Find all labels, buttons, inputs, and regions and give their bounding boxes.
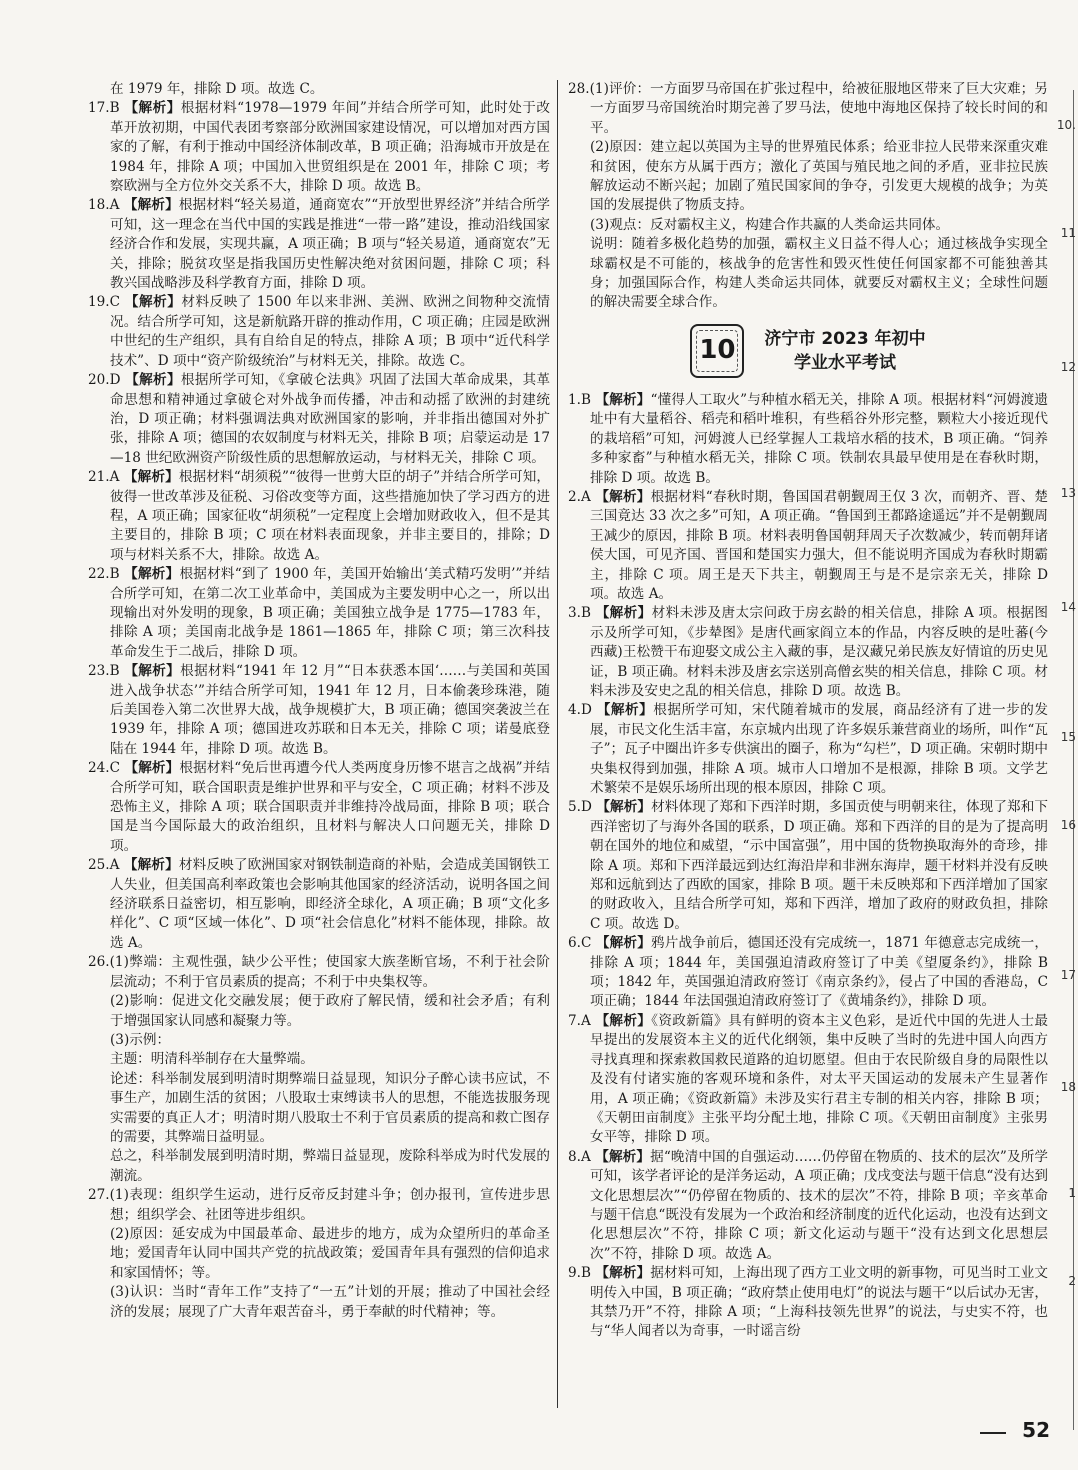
left-column (88, 80, 550, 1322)
analysis-tag: 【解析】 (125, 372, 181, 389)
answer-item (568, 701, 1048, 798)
answer-item (88, 953, 550, 992)
analysis-tag: 【解析】 (124, 100, 181, 117)
answer-text: 根据材料“到了 1900 年，美国开始输出‘美式精巧发明’”并结合所学可知，在第二次工业革命中，美国成为主要发明中心之一，所以出现输出对外发明的现象，B 项正确；美国独立战争是 1775—1783 年，排除 A 项；美国南北战争是 1861—1865 年，排除 C 项；第三次科技革命发生于二战后，排除 D 项。 (110, 566, 551, 660)
question-number: 20. (88, 372, 110, 389)
answer-choice: B (580, 1265, 596, 1282)
answer-text: 根据材料“1978—1979 年间”并结合所学可知，此时处于改革开放初期，中国代表团考察部分欧洲国家建设情况，可以增加对西方国家的了解，有利于推动中国经济体制改革，B 项正确；沿海城市开放是在 1984 年，排除 A 项；中国加入世贸组织是在 2001 年，排除 C 项；考察欧洲与全方位外交关系不大，排除 D 项。故选 B。 (110, 100, 550, 195)
question-number: 25. (88, 857, 110, 874)
answer-item (88, 468, 550, 565)
question-number: 27. (88, 1187, 110, 1204)
answer-choice: B (580, 391, 596, 408)
answer-choice: A (580, 488, 596, 505)
question-number: 19. (88, 294, 110, 311)
answer-choice: C (109, 294, 125, 311)
section-number: 10 (699, 335, 736, 366)
answer-choice: D (580, 702, 597, 719)
answer-choice: B (109, 100, 125, 117)
answer-choice: B (580, 605, 596, 622)
edge-label: 10. (1056, 118, 1076, 132)
answer-choice: A (109, 857, 124, 874)
answer-item (568, 798, 1048, 934)
answer-continuation: 在 1979 年，排除 D 项。故选 C。 (110, 81, 324, 97)
analysis-tag: 【解析】 (124, 294, 182, 311)
question-number: 22. (88, 566, 110, 583)
answer-item (568, 488, 1048, 604)
question-number: 26. (88, 954, 110, 971)
answer-text: 材料反映了 1500 年以来非洲、美洲、欧洲之间物种交流情况。结合所学可知，这是新航路开辟的推动作用，C 项正确；庄园是欧洲中世纪的生产组织，具有自给自足的特点，排除 A 项；B 项中“近代科学技术”、D 项中“资产阶级统治”与材料无关，排除。故选 C。 (110, 294, 550, 369)
answer-item (568, 80, 1048, 138)
answer-choice: A (109, 197, 124, 214)
answer-choice: C (109, 760, 125, 777)
edge-label: 12 (1060, 360, 1076, 374)
answer-choice: A (580, 1148, 596, 1165)
question-number: 18. (88, 197, 110, 214)
answer-item (88, 1186, 550, 1225)
question-number: 2. (568, 488, 581, 505)
answer-subparagraph: 总之，科举制发展到明清时期，弊端日益显现，废除科举成为时代发展的潮流。 (110, 1148, 550, 1184)
analysis-tag: 【解析】 (596, 702, 654, 719)
edge-label: 17 (1060, 968, 1076, 982)
edge-marks (1048, 0, 1078, 1470)
answer-text: (1)弊端：主观性强，缺少公平性；使国家大族垄断官场，不利于社会阶层流动；不利于官员素质的提高；不利于中央集权等。 (109, 954, 550, 990)
answer-subparagraph: 主题：明清科举制存在大量弊端。 (110, 1051, 314, 1068)
column-divider (557, 80, 558, 1408)
analysis-tag: 【解析】 (123, 197, 179, 214)
answer-item (568, 1148, 1048, 1264)
edge-label: 15 (1060, 730, 1076, 744)
analysis-tag: 【解析】 (595, 1148, 651, 1165)
answer-text: 根据所学可知，宋代随着城市的发展，商品经济有了进一步的发展，市民文化生活丰富，东京城内出现了许多娱乐兼营商业的场所，叫作“瓦子”；瓦子中圈出许多专供演出的圈子，称为“勾栏”，D 项正确。宋朝时期中央集权得到加强，排除 A 项。城市人口增加不是根源，排除 B 项。文学艺术繁荣不是娱乐场所出现的根本原因，排除 C 项。 (590, 702, 1049, 796)
answer-choice: B (109, 663, 125, 680)
answer-item (88, 196, 550, 293)
analysis-tag: 【解析】 (123, 857, 179, 874)
question-number: 6. (568, 935, 581, 952)
edge-label: 2 (1068, 1274, 1076, 1288)
analysis-tag: 【解析】 (595, 935, 651, 952)
answer-subparagraph: (3)观点：反对霸权主义，构建合作共赢的人类命运共同体。 (590, 216, 950, 233)
right-column-bottom (568, 391, 1048, 1342)
answer-text: 根据材料“春秋时期，鲁国国君朝觐周王仅 3 次，而朝齐、晋、楚三国竟达 33 次之多”可知，A 项正确。“鲁国到王都路途遥远”并不是朝觐周王减少的原因，排除 B 项。材料表明鲁国朝拜周天子次数减少，转而朝拜诸侯大国，可见齐国、晋国和楚国实力强大，但不能说明齐国成为春秋时期霸主，排除 C 项。周王是天下共主，朝觐周王与是不是宗亲无关，排除 D 项。故选 A。 (590, 488, 1049, 602)
analysis-tag: 【解析】 (595, 1012, 652, 1029)
analysis-tag: 【解析】 (596, 799, 652, 816)
answer-text: (1)评价：一方面罗马帝国在扩张过程中，给被征服地区带来了巨大灾难；另一方面罗马帝国统治时期完善了罗马法，使地中海地区保持了较长时间的和平。 (589, 81, 1048, 136)
answer-choice: D (109, 372, 126, 389)
answer-text: 材料反映了欧洲国家对钢铁制造商的补贴，会造成美国钢铁工人失业，但美国高利率政策也会影响其他国家的经济活动，说明各国之间经济联系日益密切，相互影响，即经济全球化，A 项正确；B 项“文化多样化”、C 项“区域一体化”、D 项“社会信息化”材料不能体现，排除。故选 A。 (110, 857, 551, 951)
answer-text: 根据材料“免后世再遭今代人类两度身历惨不堪言之战祸”并结合所学可知，联合国职责是维护世界和平与安全，C 项正确；材料不涉及恐怖主义，排除 A 项；联合国职责并非维持冷战局面，排除 B 项；联合国是当今国际最大的政治组织，且材料与解决人口问题无关，排除 D 项。 (110, 760, 551, 854)
analysis-tag: 【解析】 (124, 663, 181, 680)
page-number-rule (980, 1432, 1006, 1434)
question-number: 3. (568, 605, 581, 622)
question-number: 21. (88, 469, 110, 486)
answer-item (568, 1012, 1048, 1148)
section-title-line2: 学业水平考试 (794, 352, 896, 373)
answer-text: 鸦片战争前后，德国还没有完成统一，1871 年德意志完成统一，排除 A 项；1844 年，美国强迫清政府签订了中美《望厦条约》，排除 B 项；1842 年，英国强迫清政府签订《南京条约》，侵占了中国的香港岛，C 项正确；1844 年法国强迫清政府签订了《黄埔条约》，排除 D 项。 (590, 935, 1048, 1010)
answer-text: “懂得人工取火”与种植水稻无关，排除 A 项。根据材料“河姆渡遗址中有大量稻谷、稻壳和稻叶堆积，有些稻谷外形完整，颗粒大小接近现代的栽培稻”可知，河姆渡人已经掌握人工栽培水稻的技术，B 项正确。“饲养多种家畜”与种植水稻无关，排除 C 项。铁制农具最早使用是在春秋时期，排除 D 项。故选 B。 (590, 391, 1049, 486)
page-number: 52 (1022, 1418, 1050, 1442)
analysis-tag: 【解析】 (595, 488, 651, 505)
answer-subparagraph: (2)影响：促进文化交融发展；便于政府了解民情，缓和社会矛盾；有利于增强国家认同感和凝聚力等。 (110, 993, 550, 1029)
answer-item (88, 759, 550, 856)
question-number: 1. (568, 391, 581, 408)
answer-choice: A (109, 469, 124, 486)
edge-label: 14 (1060, 600, 1076, 614)
analysis-tag: 【解析】 (124, 760, 180, 777)
answer-item (88, 293, 550, 371)
answer-text: 据“晚清中国的自强运动……仍停留在物质的、技术的层次”及所学可知，该学者评论的是洋务运动，A 项正确；戊戌变法与题干信息“没有达到文化思想层次”“仍停留在物质的、技术的层次”不符，排除 B 项；辛亥革命与题干信息“既没有发展为一个政治和经济制度的近代化运动，也没有达到文化思想层次”不符，排除 C 项；新文化运动与题干“没有达到文化思想层次”不符，排除 D 项。故选 A。 (590, 1148, 1048, 1262)
edge-label: 1 (1068, 1186, 1076, 1200)
answer-subparagraph: (3)认识：当时“青年工作”支持了“一五”计划的开展；推动了中国社会经济的发展；展现了广大青年艰苦奋斗，勇于奉献的时代精神；等。 (110, 1284, 550, 1320)
analysis-tag: 【解析】 (595, 1265, 651, 1282)
edge-label: 16 (1060, 818, 1076, 832)
answer-item (88, 371, 550, 468)
answer-text: (1)表现：组织学生运动，进行反帝反封建斗争；创办报刊，宣传进步思想；组织学会、社团等进步组织。 (109, 1187, 550, 1223)
answer-choice: D (580, 799, 597, 816)
question-number: 5. (568, 799, 581, 816)
edge-label: 11 (1060, 226, 1076, 240)
answer-subparagraph: (2)原因：建立起以英国为主导的世界殖民体系；给亚非拉人民带来深重灾难和贫困，使东方从属于西方；激化了英国与殖民地之间的矛盾，亚非拉民族解放运动不断兴起；加剧了殖民国家间的争夺，引发更大规模的战争；为英国的发展提供了物质支持。 (590, 139, 1048, 214)
answer-text: 据材料可知，上海出现了西方工业文明的新事物，可见当时工业文明传入中国，B 项正确；“政府禁止使用电灯”的说法与题干“以后试办无害，其禁乃开”不符，排除 A 项；“上海科技领先世界”的说法，与史实不符，也与“华人闻者以为奇事，一时谣言纷 (590, 1265, 1049, 1340)
answer-subparagraph: 论述：科举制发展到明清时期弊端日益显现，知识分子醉心读书应试，不事生产，加剧生活的贫困；八股取士束缚读书人的思想，不能选拔服务现实需要的真正人才；明清时期八股取士不利于官员素质的提高和救亡图存的需要，其弊端日益明显。 (110, 1070, 550, 1145)
answer-item (88, 856, 550, 953)
answer-item (568, 1264, 1048, 1342)
question-number: 7. (568, 1012, 581, 1029)
answer-text: 根据材料“胡须税”“彼得一世剪大臣的胡子”并结合所学可知，彼得一世改革涉及征税、习俗改变等方面，这些措施加快了学习西方的进程，A 项正确；国家征收“胡须税”一定程度上会增加财政收入，但不是其主要目的，排除 B 项；C 项在材料表面现象，并非主要目的，排除；D 项与材料关系不大，排除。故选 A。 (110, 469, 551, 563)
answer-item (568, 934, 1048, 1012)
answer-text: 根据材料“1941 年 12 月”“日本获悉本国‘……与美国和英国进入战争状态’”并结合所学可知，1941 年 12 月，日本偷袭珍珠港，随后美国卷入第二次世界大战，战争规模扩大，B 项正确；德国突袭波兰在 1939 年，排除 A 项；德国进攻苏联和日本无关，排除 C 项；诺曼底登陆在 1944 年，排除 D 项。故选 B。 (110, 663, 551, 757)
analysis-tag: 【解析】 (124, 566, 180, 583)
answer-text: 根据材料“轻关易道，通商宽农”“开放型世界经济”并结合所学可知，这一理念在当代中国的实践是推进“一带一路”建设，推动沿线国家经济合作和发展，实现共赢，A 项正确；B 项与“轻关易道，通商宽农”无关，排除；脱贫攻坚是指我国历史性解决绝对贫困问题，排除 C 项；科教兴国战略涉及科学教育方面，排除 D 项。 (110, 197, 551, 292)
analysis-tag: 【解析】 (595, 605, 652, 622)
question-number: 4. (568, 702, 581, 719)
analysis-tag: 【解析】 (595, 391, 651, 408)
answer-subparagraph: 说明：随着多极化趋势的加强，霸权主义日益不得人心；通过核战争实现全球霸权是不可能的，核战争的危害性和毁灭性使任何国家都不可能独善其身；加强国际合作，构建人类命运共同体，就要反对霸权主义；全球性问题的解决需要全球合作。 (590, 236, 1048, 311)
answer-item (568, 391, 1048, 488)
analysis-tag: 【解析】 (123, 469, 179, 486)
answer-item (88, 662, 550, 759)
answer-choice: A (580, 1012, 596, 1029)
question-number: 8. (568, 1148, 581, 1165)
edge-label: 18 (1060, 1080, 1076, 1094)
answer-text: 根据所学可知，《拿破仑法典》巩固了法国大革命成果，其革命思想和精神通过拿破仑对外战争而传播，冲击和动摇了欧洲的封建统治，D 项正确；材料强调法典对欧洲国家的影响，并非指出德国对外扩张，排除 A 项；德国的农奴制度与材料无关，排除 B 项；启蒙运动是 17—18 世纪欧洲资产阶级性质的思想解放运动，与材料无关，排除 C 项。 (110, 372, 550, 466)
question-number: 17. (88, 100, 110, 117)
question-number: 23. (88, 663, 110, 680)
answer-text: 材料体现了郑和下西洋时期，多国贡使与明朝来往，体现了郑和下西洋密切了与海外各国的联系，D 项正确。郑和下西洋的目的是为了提高明朝在国外的地位和威望，“示中国富强”，用中国的货物换取海外的奇珍，排除 A 项。郑和下西洋最远到达红海沿岸和非洲东海岸，题干材料并没有反映郑和远航到达了西欧的国家，排除 B 项。题干未反映郑和下西洋增加了国家的财政收入，且结合所学可知，郑和下西洋，增加了政府的财政负担，排除 C 项。故选 D。 (590, 799, 1048, 932)
answer-item (568, 604, 1048, 701)
answer-choice: C (580, 935, 596, 952)
section-header (568, 321, 1048, 381)
answer-text: 材料未涉及唐太宗问政于房玄龄的相关信息，排除 A 项。根据图示及所学可知，《步辇图》是唐代画家阎立本的作品，内容反映的是吐蕃(今西藏)王松赞干布迎娶文成公主入藏的事，是汉藏兄弟民族友好情谊的历史见证，B 项正确。材料未涉及唐玄宗送别高僧玄奘的相关信息，排除 C 项。材料未涉及安史之乱的相关信息，排除 D 项。故选 B。 (590, 605, 1048, 699)
answer-item (88, 99, 550, 196)
edge-label: 13 (1060, 486, 1076, 500)
section-number-badge (690, 324, 744, 378)
answer-subparagraph: (2)原因：延安成为中国最革命、最进步的地方，成为众望所归的革命圣地；爱国青年认同中国共产党的抗战政策；爱国青年具有强烈的信仰追求和家国情怀；等。 (110, 1225, 550, 1281)
section-title-line1: 济宁市 2023 年初中 (764, 328, 926, 349)
question-number: 24. (88, 760, 110, 777)
question-number: 9. (568, 1265, 581, 1282)
right-column-top (568, 80, 1048, 313)
section-title (764, 327, 925, 375)
question-number: 28. (568, 81, 590, 97)
answer-text: 《资政新篇》具有鲜明的资本主义色彩，是近代中国的先进人士最早提出的发展资本主义的近代化纲领，集中反映了当时的先进中国人向西方寻找真理和探索救国救民道路的迫切愿望。但由于农民阶级自身的局限性以及没有付诸实施的客观环境和条件，对太平天国运动的发展未产生显著作用，A 项正确；《资政新篇》未涉及实行君主专制的相关内容，排除 B 项；《天朝田亩制度》主张平均分配土地，排除 C 项。《天朝田亩制度》主张男女平等，排除 D 项。 (590, 1012, 1049, 1146)
right-column (568, 80, 1048, 1342)
answer-subparagraph: (3)示例： (110, 1031, 171, 1048)
answer-item (88, 565, 550, 662)
answer-choice: B (109, 566, 125, 583)
